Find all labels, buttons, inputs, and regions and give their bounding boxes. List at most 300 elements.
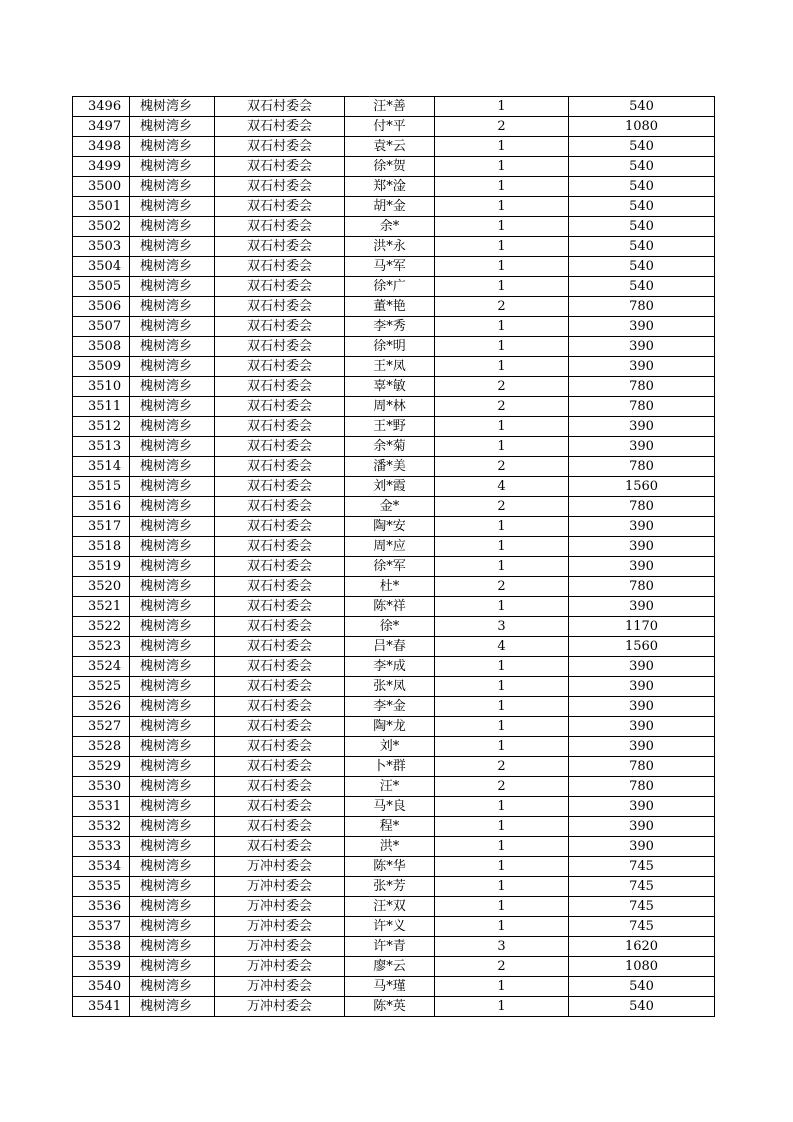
person-name-cell: 陶*安 [345, 517, 435, 537]
household-count-cell: 2 [435, 297, 569, 317]
serial-number-cell: 3514 [73, 457, 130, 477]
amount-cell: 390 [569, 517, 715, 537]
table-row [73, 297, 715, 317]
table-row [73, 617, 715, 637]
village-committee-cell: 双石村委会 [215, 677, 345, 697]
table-row [73, 157, 715, 177]
roster-table-body [73, 97, 715, 1017]
amount-cell: 540 [569, 157, 715, 177]
serial-number-cell: 3536 [73, 897, 130, 917]
village-committee-cell: 双石村委会 [215, 257, 345, 277]
household-count-cell: 1 [435, 857, 569, 877]
table-row [73, 797, 715, 817]
household-count-cell: 1 [435, 657, 569, 677]
serial-number-cell: 3504 [73, 257, 130, 277]
person-name-cell: 陈*英 [345, 997, 435, 1017]
person-name-cell: 许*义 [345, 917, 435, 937]
household-count-cell: 2 [435, 777, 569, 797]
township-cell: 槐树湾乡 [130, 457, 215, 477]
serial-number-cell: 3537 [73, 917, 130, 937]
serial-number-cell: 3523 [73, 637, 130, 657]
village-committee-cell: 双石村委会 [215, 177, 345, 197]
village-committee-cell: 双石村委会 [215, 517, 345, 537]
serial-number-cell: 3497 [73, 117, 130, 137]
village-committee-cell: 万冲村委会 [215, 937, 345, 957]
serial-number-cell: 3529 [73, 757, 130, 777]
household-count-cell: 1 [435, 177, 569, 197]
serial-number-cell: 3517 [73, 517, 130, 537]
household-count-cell: 1 [435, 417, 569, 437]
person-name-cell: 马*良 [345, 797, 435, 817]
township-cell: 槐树湾乡 [130, 937, 215, 957]
table-row [73, 97, 715, 117]
village-committee-cell: 双石村委会 [215, 337, 345, 357]
village-committee-cell: 双石村委会 [215, 117, 345, 137]
village-committee-cell: 万冲村委会 [215, 977, 345, 997]
household-count-cell: 1 [435, 917, 569, 937]
household-count-cell: 2 [435, 757, 569, 777]
person-name-cell: 杜* [345, 577, 435, 597]
serial-number-cell: 3510 [73, 377, 130, 397]
serial-number-cell: 3525 [73, 677, 130, 697]
village-committee-cell: 双石村委会 [215, 297, 345, 317]
household-count-cell: 1 [435, 257, 569, 277]
village-committee-cell: 双石村委会 [215, 537, 345, 557]
serial-number-cell: 3513 [73, 437, 130, 457]
table-row [73, 917, 715, 937]
person-name-cell: 胡*金 [345, 197, 435, 217]
household-count-cell: 1 [435, 877, 569, 897]
household-count-cell: 1 [435, 697, 569, 717]
household-count-cell: 1 [435, 817, 569, 837]
table-row [73, 397, 715, 417]
person-name-cell: 程* [345, 817, 435, 837]
household-count-cell: 3 [435, 937, 569, 957]
township-cell: 槐树湾乡 [130, 857, 215, 877]
person-name-cell: 徐*军 [345, 557, 435, 577]
household-count-cell: 2 [435, 377, 569, 397]
household-count-cell: 1 [435, 897, 569, 917]
amount-cell: 390 [569, 737, 715, 757]
amount-cell: 390 [569, 697, 715, 717]
table-row [73, 757, 715, 777]
village-committee-cell: 双石村委会 [215, 837, 345, 857]
township-cell: 槐树湾乡 [130, 657, 215, 677]
serial-number-cell: 3516 [73, 497, 130, 517]
table-row [73, 537, 715, 557]
township-cell: 槐树湾乡 [130, 517, 215, 537]
serial-number-cell: 3521 [73, 597, 130, 617]
amount-cell: 540 [569, 977, 715, 997]
table-row [73, 237, 715, 257]
person-name-cell: 余*菊 [345, 437, 435, 457]
village-committee-cell: 双石村委会 [215, 817, 345, 837]
serial-number-cell: 3524 [73, 657, 130, 677]
serial-number-cell: 3518 [73, 537, 130, 557]
table-row [73, 377, 715, 397]
township-cell: 槐树湾乡 [130, 677, 215, 697]
serial-number-cell: 3534 [73, 857, 130, 877]
serial-number-cell: 3503 [73, 237, 130, 257]
township-cell: 槐树湾乡 [130, 637, 215, 657]
table-row [73, 517, 715, 537]
township-cell: 槐树湾乡 [130, 217, 215, 237]
person-name-cell: 李*秀 [345, 317, 435, 337]
household-count-cell: 1 [435, 837, 569, 857]
amount-cell: 540 [569, 97, 715, 117]
township-cell: 槐树湾乡 [130, 957, 215, 977]
village-committee-cell: 双石村委会 [215, 417, 345, 437]
amount-cell: 390 [569, 317, 715, 337]
serial-number-cell: 3541 [73, 997, 130, 1017]
township-cell: 槐树湾乡 [130, 297, 215, 317]
household-count-cell: 3 [435, 617, 569, 637]
amount-cell: 1080 [569, 117, 715, 137]
amount-cell: 540 [569, 257, 715, 277]
serial-number-cell: 3540 [73, 977, 130, 997]
amount-cell: 390 [569, 597, 715, 617]
township-cell: 槐树湾乡 [130, 157, 215, 177]
village-committee-cell: 双石村委会 [215, 397, 345, 417]
amount-cell: 745 [569, 917, 715, 937]
person-name-cell: 李*成 [345, 657, 435, 677]
household-count-cell: 1 [435, 537, 569, 557]
person-name-cell: 李*金 [345, 697, 435, 717]
household-count-cell: 4 [435, 477, 569, 497]
village-committee-cell: 双石村委会 [215, 437, 345, 457]
person-name-cell: 徐*广 [345, 277, 435, 297]
person-name-cell: 卜*群 [345, 757, 435, 777]
village-committee-cell: 双石村委会 [215, 197, 345, 217]
township-cell: 槐树湾乡 [130, 997, 215, 1017]
village-committee-cell: 万冲村委会 [215, 957, 345, 977]
person-name-cell: 袁*云 [345, 137, 435, 157]
serial-number-cell: 3528 [73, 737, 130, 757]
amount-cell: 745 [569, 857, 715, 877]
person-name-cell: 潘*美 [345, 457, 435, 477]
person-name-cell: 付*平 [345, 117, 435, 137]
amount-cell: 390 [569, 797, 715, 817]
serial-number-cell: 3519 [73, 557, 130, 577]
amount-cell: 390 [569, 837, 715, 857]
person-name-cell: 张*芳 [345, 877, 435, 897]
serial-number-cell: 3499 [73, 157, 130, 177]
table-row [73, 577, 715, 597]
serial-number-cell: 3507 [73, 317, 130, 337]
township-cell: 槐树湾乡 [130, 837, 215, 857]
household-count-cell: 2 [435, 457, 569, 477]
household-count-cell: 1 [435, 97, 569, 117]
village-committee-cell: 双石村委会 [215, 237, 345, 257]
township-cell: 槐树湾乡 [130, 137, 215, 157]
household-count-cell: 1 [435, 337, 569, 357]
household-count-cell: 2 [435, 577, 569, 597]
township-cell: 槐树湾乡 [130, 277, 215, 297]
table-row [73, 337, 715, 357]
township-cell: 槐树湾乡 [130, 257, 215, 277]
amount-cell: 390 [569, 717, 715, 737]
table-row [73, 657, 715, 677]
township-cell: 槐树湾乡 [130, 977, 215, 997]
serial-number-cell: 3509 [73, 357, 130, 377]
township-cell: 槐树湾乡 [130, 357, 215, 377]
person-name-cell: 吕*春 [345, 637, 435, 657]
person-name-cell: 王*野 [345, 417, 435, 437]
serial-number-cell: 3508 [73, 337, 130, 357]
serial-number-cell: 3535 [73, 877, 130, 897]
township-cell: 槐树湾乡 [130, 477, 215, 497]
village-committee-cell: 双石村委会 [215, 497, 345, 517]
household-count-cell: 1 [435, 997, 569, 1017]
amount-cell: 390 [569, 817, 715, 837]
table-row [73, 977, 715, 997]
person-name-cell: 余* [345, 217, 435, 237]
township-cell: 槐树湾乡 [130, 537, 215, 557]
serial-number-cell: 3527 [73, 717, 130, 737]
person-name-cell: 张*凤 [345, 677, 435, 697]
table-row [73, 897, 715, 917]
amount-cell: 540 [569, 217, 715, 237]
village-committee-cell: 双石村委会 [215, 757, 345, 777]
amount-cell: 390 [569, 657, 715, 677]
village-committee-cell: 万冲村委会 [215, 897, 345, 917]
household-count-cell: 2 [435, 957, 569, 977]
household-count-cell: 1 [435, 977, 569, 997]
village-committee-cell: 双石村委会 [215, 557, 345, 577]
village-committee-cell: 双石村委会 [215, 137, 345, 157]
township-cell: 槐树湾乡 [130, 917, 215, 937]
person-name-cell: 辜*敏 [345, 377, 435, 397]
village-committee-cell: 双石村委会 [215, 777, 345, 797]
township-cell: 槐树湾乡 [130, 597, 215, 617]
table-row [73, 837, 715, 857]
table-row [73, 277, 715, 297]
table-row [73, 817, 715, 837]
village-committee-cell: 万冲村委会 [215, 857, 345, 877]
table-row [73, 877, 715, 897]
household-count-cell: 1 [435, 737, 569, 757]
household-count-cell: 1 [435, 197, 569, 217]
amount-cell: 780 [569, 377, 715, 397]
township-cell: 槐树湾乡 [130, 737, 215, 757]
village-committee-cell: 双石村委会 [215, 737, 345, 757]
household-count-cell: 1 [435, 137, 569, 157]
village-committee-cell: 双石村委会 [215, 457, 345, 477]
person-name-cell: 陶*龙 [345, 717, 435, 737]
amount-cell: 390 [569, 357, 715, 377]
person-name-cell: 刘*霞 [345, 477, 435, 497]
serial-number-cell: 3533 [73, 837, 130, 857]
township-cell: 槐树湾乡 [130, 417, 215, 437]
table-row [73, 637, 715, 657]
township-cell: 槐树湾乡 [130, 437, 215, 457]
township-cell: 槐树湾乡 [130, 717, 215, 737]
serial-number-cell: 3506 [73, 297, 130, 317]
township-cell: 槐树湾乡 [130, 397, 215, 417]
table-row [73, 997, 715, 1017]
person-name-cell: 郑*淦 [345, 177, 435, 197]
person-name-cell: 马*军 [345, 257, 435, 277]
household-count-cell: 1 [435, 317, 569, 337]
amount-cell: 540 [569, 277, 715, 297]
household-count-cell: 1 [435, 357, 569, 377]
amount-cell: 540 [569, 177, 715, 197]
serial-number-cell: 3496 [73, 97, 130, 117]
village-committee-cell: 双石村委会 [215, 97, 345, 117]
person-name-cell: 金* [345, 497, 435, 517]
village-committee-cell: 双石村委会 [215, 597, 345, 617]
table-row [73, 597, 715, 617]
village-committee-cell: 双石村委会 [215, 377, 345, 397]
table-row [73, 117, 715, 137]
household-count-cell: 1 [435, 277, 569, 297]
table-row [73, 437, 715, 457]
township-cell: 槐树湾乡 [130, 817, 215, 837]
table-row [73, 497, 715, 517]
village-committee-cell: 双石村委会 [215, 637, 345, 657]
village-committee-cell: 双石村委会 [215, 317, 345, 337]
village-committee-cell: 双石村委会 [215, 277, 345, 297]
amount-cell: 1560 [569, 637, 715, 657]
amount-cell: 390 [569, 417, 715, 437]
household-count-cell: 1 [435, 517, 569, 537]
village-committee-cell: 双石村委会 [215, 697, 345, 717]
table-row [73, 357, 715, 377]
amount-cell: 540 [569, 137, 715, 157]
person-name-cell: 洪*永 [345, 237, 435, 257]
household-count-cell: 1 [435, 237, 569, 257]
amount-cell: 780 [569, 457, 715, 477]
person-name-cell: 马*瑾 [345, 977, 435, 997]
township-cell: 槐树湾乡 [130, 97, 215, 117]
township-cell: 槐树湾乡 [130, 617, 215, 637]
amount-cell: 745 [569, 897, 715, 917]
table-row [73, 957, 715, 977]
person-name-cell: 周*应 [345, 537, 435, 557]
table-row [73, 677, 715, 697]
township-cell: 槐树湾乡 [130, 317, 215, 337]
amount-cell: 1080 [569, 957, 715, 977]
table-row [73, 857, 715, 877]
table-row [73, 557, 715, 577]
amount-cell: 780 [569, 777, 715, 797]
serial-number-cell: 3530 [73, 777, 130, 797]
person-name-cell: 许*青 [345, 937, 435, 957]
serial-number-cell: 3515 [73, 477, 130, 497]
table-row [73, 737, 715, 757]
person-name-cell: 周*林 [345, 397, 435, 417]
serial-number-cell: 3526 [73, 697, 130, 717]
amount-cell: 1170 [569, 617, 715, 637]
township-cell: 槐树湾乡 [130, 577, 215, 597]
village-committee-cell: 双石村委会 [215, 357, 345, 377]
serial-number-cell: 3520 [73, 577, 130, 597]
person-name-cell: 廖*云 [345, 957, 435, 977]
amount-cell: 780 [569, 297, 715, 317]
household-count-cell: 4 [435, 637, 569, 657]
amount-cell: 540 [569, 197, 715, 217]
amount-cell: 1560 [569, 477, 715, 497]
person-name-cell: 董*艳 [345, 297, 435, 317]
amount-cell: 540 [569, 997, 715, 1017]
person-name-cell: 汪*双 [345, 897, 435, 917]
serial-number-cell: 3512 [73, 417, 130, 437]
serial-number-cell: 3531 [73, 797, 130, 817]
serial-number-cell: 3502 [73, 217, 130, 237]
roster-table [72, 96, 715, 1017]
amount-cell: 780 [569, 577, 715, 597]
amount-cell: 1620 [569, 937, 715, 957]
household-count-cell: 2 [435, 117, 569, 137]
table-row [73, 477, 715, 497]
amount-cell: 390 [569, 337, 715, 357]
table-row [73, 457, 715, 477]
household-count-cell: 1 [435, 157, 569, 177]
serial-number-cell: 3498 [73, 137, 130, 157]
village-committee-cell: 万冲村委会 [215, 997, 345, 1017]
person-name-cell: 洪* [345, 837, 435, 857]
table-row [73, 417, 715, 437]
township-cell: 槐树湾乡 [130, 897, 215, 917]
household-count-cell: 2 [435, 397, 569, 417]
village-committee-cell: 双石村委会 [215, 577, 345, 597]
village-committee-cell: 双石村委会 [215, 617, 345, 637]
amount-cell: 780 [569, 757, 715, 777]
serial-number-cell: 3538 [73, 937, 130, 957]
township-cell: 槐树湾乡 [130, 117, 215, 137]
person-name-cell: 王*凤 [345, 357, 435, 377]
amount-cell: 390 [569, 537, 715, 557]
township-cell: 槐树湾乡 [130, 337, 215, 357]
village-committee-cell: 双石村委会 [215, 157, 345, 177]
township-cell: 槐树湾乡 [130, 497, 215, 517]
person-name-cell: 汪*善 [345, 97, 435, 117]
township-cell: 槐树湾乡 [130, 877, 215, 897]
village-committee-cell: 万冲村委会 [215, 877, 345, 897]
household-count-cell: 1 [435, 557, 569, 577]
serial-number-cell: 3511 [73, 397, 130, 417]
table-row [73, 217, 715, 237]
table-row [73, 197, 715, 217]
household-count-cell: 1 [435, 797, 569, 817]
person-name-cell: 徐* [345, 617, 435, 637]
village-committee-cell: 万冲村委会 [215, 917, 345, 937]
table-row [73, 937, 715, 957]
household-count-cell: 1 [435, 677, 569, 697]
serial-number-cell: 3539 [73, 957, 130, 977]
person-name-cell: 刘* [345, 737, 435, 757]
table-row [73, 137, 715, 157]
serial-number-cell: 3500 [73, 177, 130, 197]
township-cell: 槐树湾乡 [130, 697, 215, 717]
household-count-cell: 1 [435, 597, 569, 617]
table-row [73, 317, 715, 337]
household-count-cell: 1 [435, 437, 569, 457]
person-name-cell: 陈*华 [345, 857, 435, 877]
table-row [73, 777, 715, 797]
amount-cell: 745 [569, 877, 715, 897]
amount-cell: 780 [569, 497, 715, 517]
township-cell: 槐树湾乡 [130, 177, 215, 197]
amount-cell: 390 [569, 437, 715, 457]
amount-cell: 390 [569, 557, 715, 577]
village-committee-cell: 双石村委会 [215, 477, 345, 497]
serial-number-cell: 3505 [73, 277, 130, 297]
village-committee-cell: 双石村委会 [215, 717, 345, 737]
table-row [73, 257, 715, 277]
serial-number-cell: 3532 [73, 817, 130, 837]
village-committee-cell: 双石村委会 [215, 657, 345, 677]
